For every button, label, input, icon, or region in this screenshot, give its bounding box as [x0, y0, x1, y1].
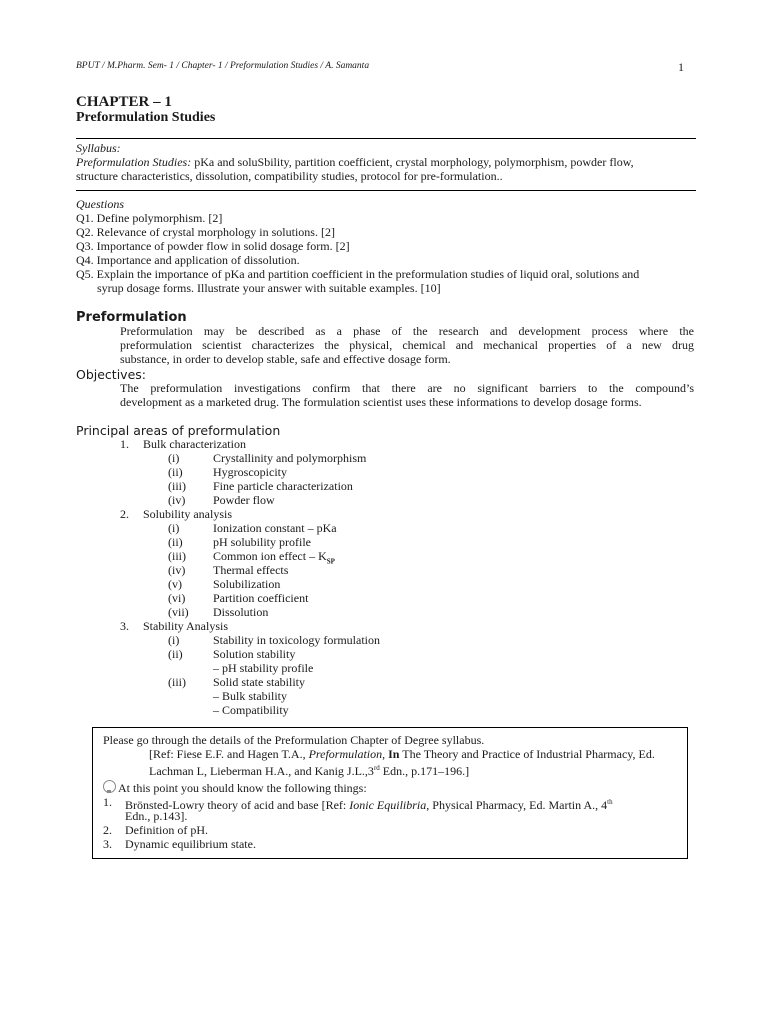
s2-roman-4: (iv)	[168, 563, 186, 577]
s2-roman-5: (v)	[168, 577, 182, 591]
note-know	[103, 780, 367, 795]
s1-item-4: Powder flow	[213, 493, 275, 507]
lightbulb-icon	[103, 780, 116, 793]
question-4: Q4. Importance and application of dissolution.	[76, 253, 300, 267]
ref-line2-a: Lachman L, Lieberman H.A., and Kanig J.L.,3	[149, 764, 374, 778]
objectives-line1: The preformulation investigations confirm that there are no significant barriers to the compound’s	[120, 381, 694, 395]
s3-item-2-sub: – pH stability profile	[213, 661, 314, 675]
s1-item-1: Crystallinity and polymorphism	[213, 451, 367, 465]
s3-item-3-sub-2: – Compatibility	[213, 703, 289, 717]
ref-title-italic: Preformulation	[308, 747, 383, 761]
ksp-subscript: SP	[326, 557, 335, 566]
chapter-title: Preformulation Studies	[76, 110, 216, 125]
ref-text-a: [Ref: Fiese E.F. and Hagen T.A.,	[149, 747, 309, 761]
syllabus-text	[76, 155, 696, 183]
divider-middle	[76, 190, 696, 191]
s1-roman-1: (i)	[168, 451, 180, 465]
section-3-num: 3.	[120, 619, 129, 633]
s2-item-1: Ionization constant – pKa	[213, 521, 337, 535]
s3-item-2: Solution stability	[213, 647, 296, 661]
question-5-cont: syrup dosage forms. Illustrate your answer with suitable examples. [10]	[97, 281, 441, 295]
s1-roman-3: (iii)	[168, 479, 186, 493]
ref-in-bold: In	[388, 747, 400, 761]
section-3-title: Stability Analysis	[143, 619, 229, 633]
s2-item-4: Thermal effects	[213, 563, 289, 577]
s2-item-3-text: Common ion effect – K	[213, 549, 327, 563]
note-item-2-num: 2.	[103, 823, 112, 837]
question-5: Q5. Explain the importance of pKa and partition coefficient in the preformulation studies of liquid oral, solutions and	[76, 267, 640, 281]
section-1-title: Bulk characterization	[143, 437, 246, 451]
section-2-num: 2.	[120, 507, 129, 521]
page-number: 1	[678, 60, 684, 74]
preformulation-heading: Preformulation	[76, 310, 187, 325]
s2-roman-2: (ii)	[168, 535, 183, 549]
note-item-3-num: 3.	[103, 837, 112, 851]
principal-heading: Principal areas of preformulation	[76, 423, 281, 438]
preformulation-line2: preformulation scientist characterizes the physical, chemical and mechanical properties of a new drug	[120, 338, 694, 352]
note-item-1-num: 1.	[103, 795, 112, 809]
s3-item-3-sub-1: – Bulk stability	[213, 689, 288, 703]
syllabus-line2: structure characteristics, dissolution, compatibility studies, protocol for pre-formulation..	[76, 169, 503, 183]
note-item-1-it: Ionic Equilibria	[349, 798, 427, 812]
syllabus-heading: Syllabus:	[76, 141, 121, 155]
note-item-1-a: Brönsted-Lowry theory of acid and base [Ref:	[125, 798, 350, 812]
ref-text-b: ,	[382, 747, 389, 761]
note-item-1-b: , Physical Pharmacy, Ed. Martin A., 4	[426, 798, 608, 812]
s2-item-5: Solubilization	[213, 577, 281, 591]
note-ref-line1	[149, 747, 655, 761]
s3-roman-1: (i)	[168, 633, 180, 647]
s3-roman-3: (iii)	[168, 675, 186, 689]
question-1: Q1. Define polymorphism. [2]	[76, 211, 223, 225]
note-item-1-line2: Edn., p.143].	[125, 809, 188, 823]
syllabus-lead: Preformulation Studies:	[76, 155, 192, 169]
syllabus-line1: pKa and soluSbility, partition coefficient, crystal morphology, polymorphism, powder flow,	[191, 155, 634, 169]
s3-item-3: Solid state stability	[213, 675, 305, 689]
s3-roman-2: (ii)	[168, 647, 183, 661]
s2-roman-3: (iii)	[168, 549, 186, 563]
preformulation-line1: Preformulation may be described as a phase of the research and development process where the	[120, 324, 694, 338]
objectives-heading: Objectives:	[76, 367, 146, 382]
divider-top	[76, 138, 696, 139]
s2-roman-1: (i)	[168, 521, 180, 535]
s1-item-2: Hygroscopicity	[213, 465, 287, 479]
note-know-text: At this point you should know the following things:	[118, 781, 367, 795]
s2-item-7: Dissolution	[213, 605, 269, 619]
chapter-label: CHAPTER – 1	[76, 94, 172, 110]
note-item-3: Dynamic equilibrium state.	[125, 837, 256, 851]
objectives-line2: development as a marketed drug. The formulation scientist uses these informations to develop dosage forms.	[120, 395, 642, 409]
s1-item-3: Fine particle characterization	[213, 479, 353, 493]
questions-heading: Questions	[76, 197, 124, 211]
note-box	[92, 727, 688, 859]
preformulation-line3: substance, in order to develop stable, safe and effective dosage form.	[120, 352, 451, 366]
ref-line2-b: Edn., p.171–196.]	[379, 764, 470, 778]
s1-roman-2: (ii)	[168, 465, 183, 479]
note-item-1-sup: th	[607, 798, 613, 806]
question-2: Q2. Relevance of crystal morphology in solutions. [2]	[76, 225, 335, 239]
s2-roman-6: (vi)	[168, 591, 186, 605]
s3-item-1: Stability in toxicology formulation	[213, 633, 380, 647]
s2-item-6: Partition coefficient	[213, 591, 309, 605]
note-item-1	[125, 795, 613, 812]
ref-sup: rd	[373, 764, 380, 772]
question-3: Q3. Importance of powder flow in solid dosage form. [2]	[76, 239, 350, 253]
note-intro: Please go through the details of the Preformulation Chapter of Degree syllabus.	[103, 733, 485, 747]
s2-item-2: pH solubility profile	[213, 535, 311, 549]
section-1-num: 1.	[120, 437, 129, 451]
s2-roman-7: (vii)	[168, 605, 189, 619]
s1-roman-4: (iv)	[168, 493, 186, 507]
section-2-title: Solubility analysis	[143, 507, 233, 521]
note-ref-line2	[149, 761, 469, 778]
running-header: BPUT / M.Pharm. Sem- 1 / Chapter- 1 / Preformulation Studies / A. Samanta	[76, 61, 370, 71]
note-item-2: Definition of pH.	[125, 823, 208, 837]
ref-text-c: The Theory and Practice of Industrial Pharmacy, Ed.	[399, 747, 655, 761]
